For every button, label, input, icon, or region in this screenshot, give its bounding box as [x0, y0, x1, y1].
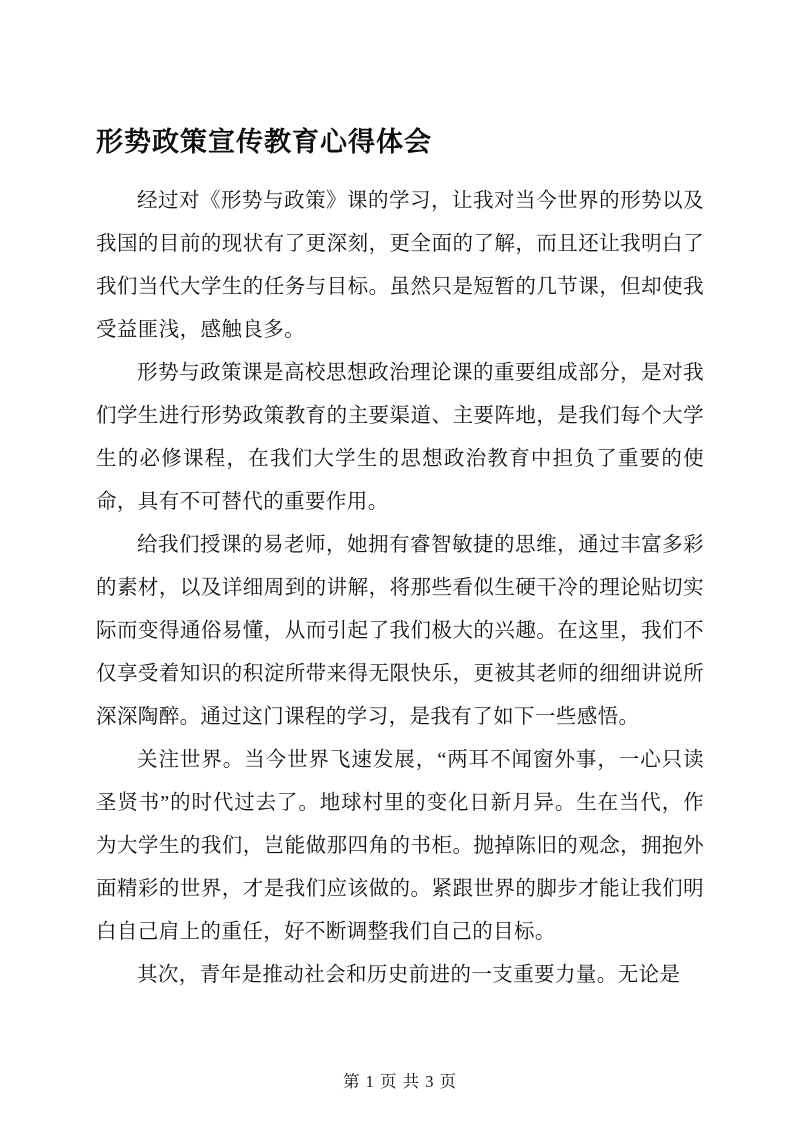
- paragraph-4: 关注世界。当今世界飞速发展，“两耳不闻窗外事，一心只读圣贤书”的时代过去了。地球村里的变化日新月异。生在当代，作为大学生的我们，岂能做那四角的书柜。抛掉陈旧的观念，拥抱外面精彩的世界，才是我们应该做的。紧跟世界的脚步才能让我们明白自己肩上的重任，好不断调整我们自己的目标。: [96, 748, 704, 943]
- paragraph-1: 经过对《形势与政策》课的学习，让我对当今世界的形势以及我国的目前的现状有了更深刻，更全面的了解，而且还让我明白了我们当代大学生的任务与目标。虽然只是短暂的几节课，但却使我受益匪浅，感触良多。: [96, 189, 704, 341]
- page-title: 形势政策宣传教育心得体会: [96, 127, 432, 157]
- page-footer: 第 1 页 共 3 页: [342, 1072, 458, 1091]
- paragraph-2: 形势与政策课是高校思想政治理论课的重要组成部分，是对我们学生进行形势政策教育的主要渠道、主要阵地，是我们每个大学生的必修课程，在我们大学生的思想政治教育中担负了重要的使命，具有不可替代的重要作用。: [96, 361, 704, 513]
- paragraph-3: 给我们授课的易老师，她拥有睿智敏捷的思维，通过丰富多彩的素材，以及详细周到的讲解，将那些看似生硬干冷的理论贴切实际而变得通俗易懂，从而引起了我们极大的兴趣。在这里，我们不仅享受着知识的积淀所带来得无限快乐，更被其老师的细细讲说所深深陶醉。通过这门课程的学习，是我有了如下一些感悟。: [96, 533, 704, 728]
- document-body: [96, 124, 704, 997]
- paragraph-5: 其次，青年是推动社会和历史前进的一支重要力量。无论是: [137, 963, 681, 986]
